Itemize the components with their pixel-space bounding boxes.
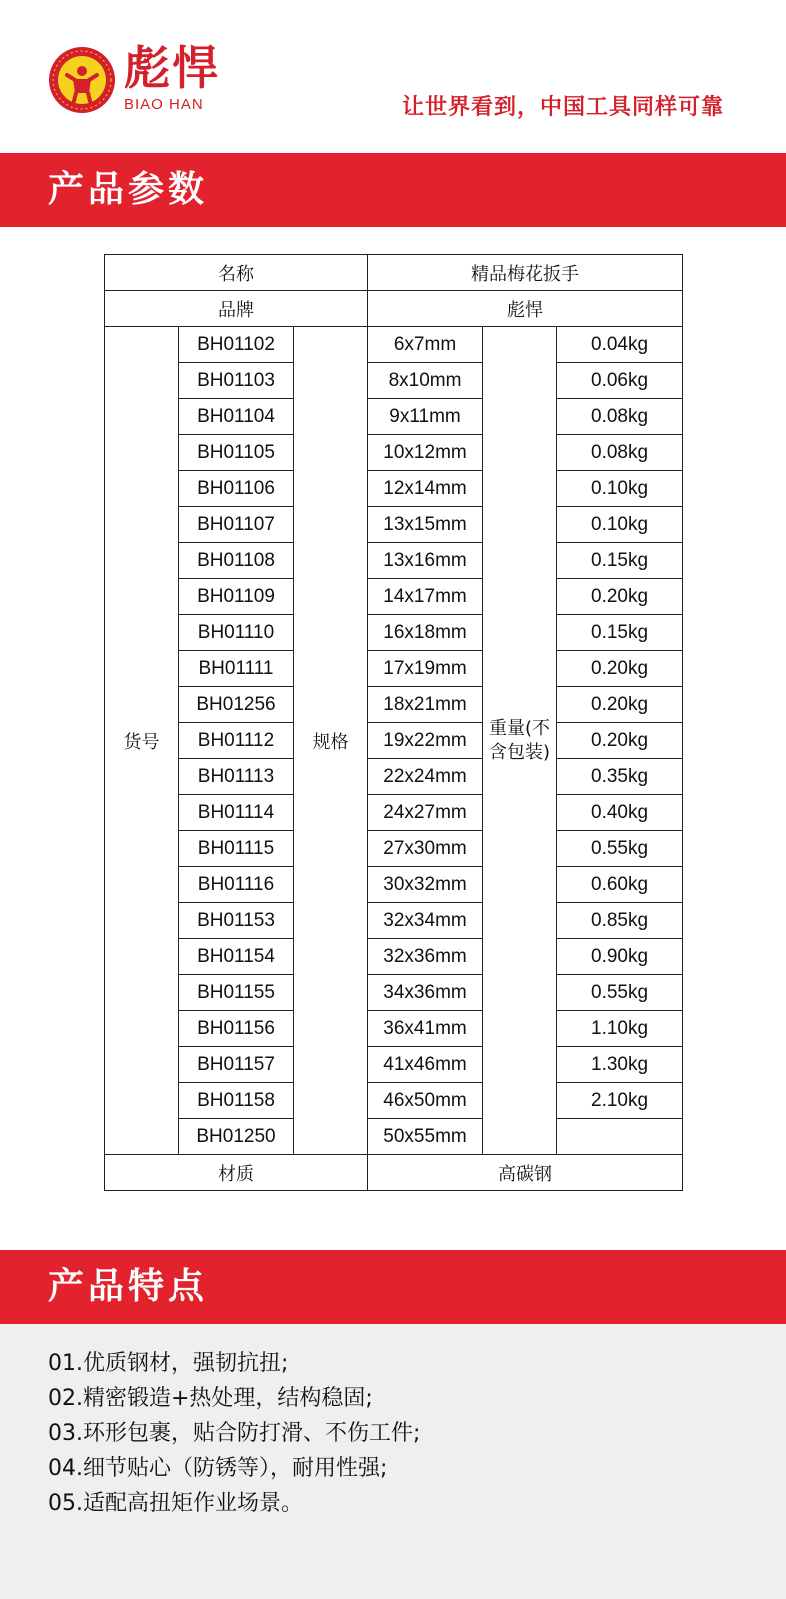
table-row <box>105 1047 683 1083</box>
table-row <box>105 831 683 867</box>
weight-cell: 0.15kg <box>557 543 683 579</box>
material-label: 材质 <box>105 1155 368 1191</box>
feature-item: 05.适配高扭矩作业场景。 <box>48 1491 303 1516</box>
sku-cell: BH01250 <box>179 1119 294 1155</box>
weight-cell: 0.35kg <box>557 759 683 795</box>
table-row <box>105 867 683 903</box>
weight-cell: 0.10kg <box>557 471 683 507</box>
spec-cell: 36x41mm <box>368 1011 483 1047</box>
weight-cell: 0.60kg <box>557 867 683 903</box>
sku-cell: BH01157 <box>179 1047 294 1083</box>
spec-cell: 41x46mm <box>368 1047 483 1083</box>
strongman-badge-icon <box>49 47 115 113</box>
weight-cell: 0.08kg <box>557 399 683 435</box>
table-row <box>105 255 683 291</box>
weight-cell: 0.15kg <box>557 615 683 651</box>
table-row <box>105 1011 683 1047</box>
header <box>0 0 786 152</box>
spec-cell: 16x18mm <box>368 615 483 651</box>
weight-cell: 0.08kg <box>557 435 683 471</box>
table-row <box>105 615 683 651</box>
spec-cell: 32x36mm <box>368 939 483 975</box>
sku-cell: BH01108 <box>179 543 294 579</box>
sku-cell: BH01105 <box>179 435 294 471</box>
weight-cell: 2.10kg <box>557 1083 683 1119</box>
name-label: 名称 <box>105 255 368 291</box>
sku-cell: BH01112 <box>179 723 294 759</box>
spec-cell: 12x14mm <box>368 471 483 507</box>
brand-label: 品牌 <box>105 291 368 327</box>
sku-cell: BH01116 <box>179 867 294 903</box>
sku-label: 货号 <box>105 327 179 1155</box>
spec-cell: 10x12mm <box>368 435 483 471</box>
spec-cell: 14x17mm <box>368 579 483 615</box>
spec-cell: 27x30mm <box>368 831 483 867</box>
weight-cell: 0.20kg <box>557 579 683 615</box>
sku-cell: BH01103 <box>179 363 294 399</box>
sku-cell: BH01106 <box>179 471 294 507</box>
table-row <box>105 471 683 507</box>
weight-cell: 0.10kg <box>557 507 683 543</box>
table-row <box>105 795 683 831</box>
weight-cell: 0.40kg <box>557 795 683 831</box>
sku-cell: BH01115 <box>179 831 294 867</box>
sku-cell: BH01107 <box>179 507 294 543</box>
table-row <box>105 399 683 435</box>
spec-cell: 46x50mm <box>368 1083 483 1119</box>
section-title: 产品特点 <box>48 1266 209 1307</box>
feature-item: 04.细节贴心（防锈等），耐用性强; <box>48 1456 388 1481</box>
table-row <box>105 435 683 471</box>
sku-cell: BH01154 <box>179 939 294 975</box>
spec-cell: 22x24mm <box>368 759 483 795</box>
section-banner-features <box>0 1250 786 1324</box>
sku-cell: BH01111 <box>179 651 294 687</box>
spec-cell: 18x21mm <box>368 687 483 723</box>
weight-cell: 0.85kg <box>557 903 683 939</box>
brand-name-cn: 彪悍 <box>124 41 220 95</box>
weight-cell: 0.06kg <box>557 363 683 399</box>
sku-cell: BH01156 <box>179 1011 294 1047</box>
spec-cell: 32x34mm <box>368 903 483 939</box>
slogan: 让世界看到，中国工具同样可靠 <box>401 95 724 120</box>
spec-cell: 24x27mm <box>368 795 483 831</box>
name-value: 精品梅花扳手 <box>368 255 683 291</box>
table-row <box>105 939 683 975</box>
brand-value: 彪悍 <box>368 291 683 327</box>
weight-cell: 0.20kg <box>557 723 683 759</box>
features-panel <box>0 1324 786 1599</box>
table-row <box>105 363 683 399</box>
weight-cell: 1.30kg <box>557 1047 683 1083</box>
weight-cell: 1.10kg <box>557 1011 683 1047</box>
table-row <box>105 1119 683 1155</box>
sku-cell: BH01155 <box>179 975 294 1011</box>
sku-cell: BH01110 <box>179 615 294 651</box>
spec-label: 规格 <box>294 327 368 1155</box>
table-row <box>105 651 683 687</box>
feature-item: 01.优质钢材，强韧抗扭; <box>48 1351 289 1376</box>
table-row <box>105 687 683 723</box>
table-row <box>105 507 683 543</box>
weight-cell: 0.20kg <box>557 687 683 723</box>
table-row <box>105 759 683 795</box>
weight-cell: 0.20kg <box>557 651 683 687</box>
table-row <box>105 975 683 1011</box>
brand-name-en: BIAO HAN <box>124 96 204 113</box>
sku-cell: BH01114 <box>179 795 294 831</box>
params-table <box>104 254 683 1191</box>
section-title: 产品参数 <box>48 169 209 210</box>
sku-cell: BH01102 <box>179 327 294 363</box>
sku-cell: BH01113 <box>179 759 294 795</box>
weight-cell <box>557 1119 683 1155</box>
table-row <box>105 291 683 327</box>
table-row <box>105 327 683 363</box>
feature-list <box>48 1346 420 1521</box>
weight-cell: 0.04kg <box>557 327 683 363</box>
weight-cell: 0.55kg <box>557 831 683 867</box>
spec-cell: 19x22mm <box>368 723 483 759</box>
feature-item: 03.环形包裹，贴合防打滑、不伤工件; <box>48 1421 421 1446</box>
spec-cell: 9x11mm <box>368 399 483 435</box>
spec-cell: 13x16mm <box>368 543 483 579</box>
spec-cell: 13x15mm <box>368 507 483 543</box>
feature-item: 02.精密锻造+热处理，结构稳固; <box>48 1386 373 1411</box>
table-row <box>105 579 683 615</box>
sku-cell: BH01104 <box>179 399 294 435</box>
material-value: 高碳钢 <box>368 1155 683 1191</box>
sku-cell: BH01158 <box>179 1083 294 1119</box>
weight-cell: 0.55kg <box>557 975 683 1011</box>
spec-cell: 17x19mm <box>368 651 483 687</box>
sku-cell: BH01153 <box>179 903 294 939</box>
table-row <box>105 1155 683 1191</box>
spec-cell: 30x32mm <box>368 867 483 903</box>
table-row <box>105 543 683 579</box>
weight-cell: 0.90kg <box>557 939 683 975</box>
spec-cell: 6x7mm <box>368 327 483 363</box>
table-row <box>105 903 683 939</box>
section-banner-params <box>0 153 786 227</box>
sku-cell: BH01109 <box>179 579 294 615</box>
spec-cell: 50x55mm <box>368 1119 483 1155</box>
spec-cell: 34x36mm <box>368 975 483 1011</box>
table-row <box>105 723 683 759</box>
table-row <box>105 1083 683 1119</box>
spec-cell: 8x10mm <box>368 363 483 399</box>
sku-cell: BH01256 <box>179 687 294 723</box>
weight-label: 重量(不含包装) <box>483 327 557 1155</box>
